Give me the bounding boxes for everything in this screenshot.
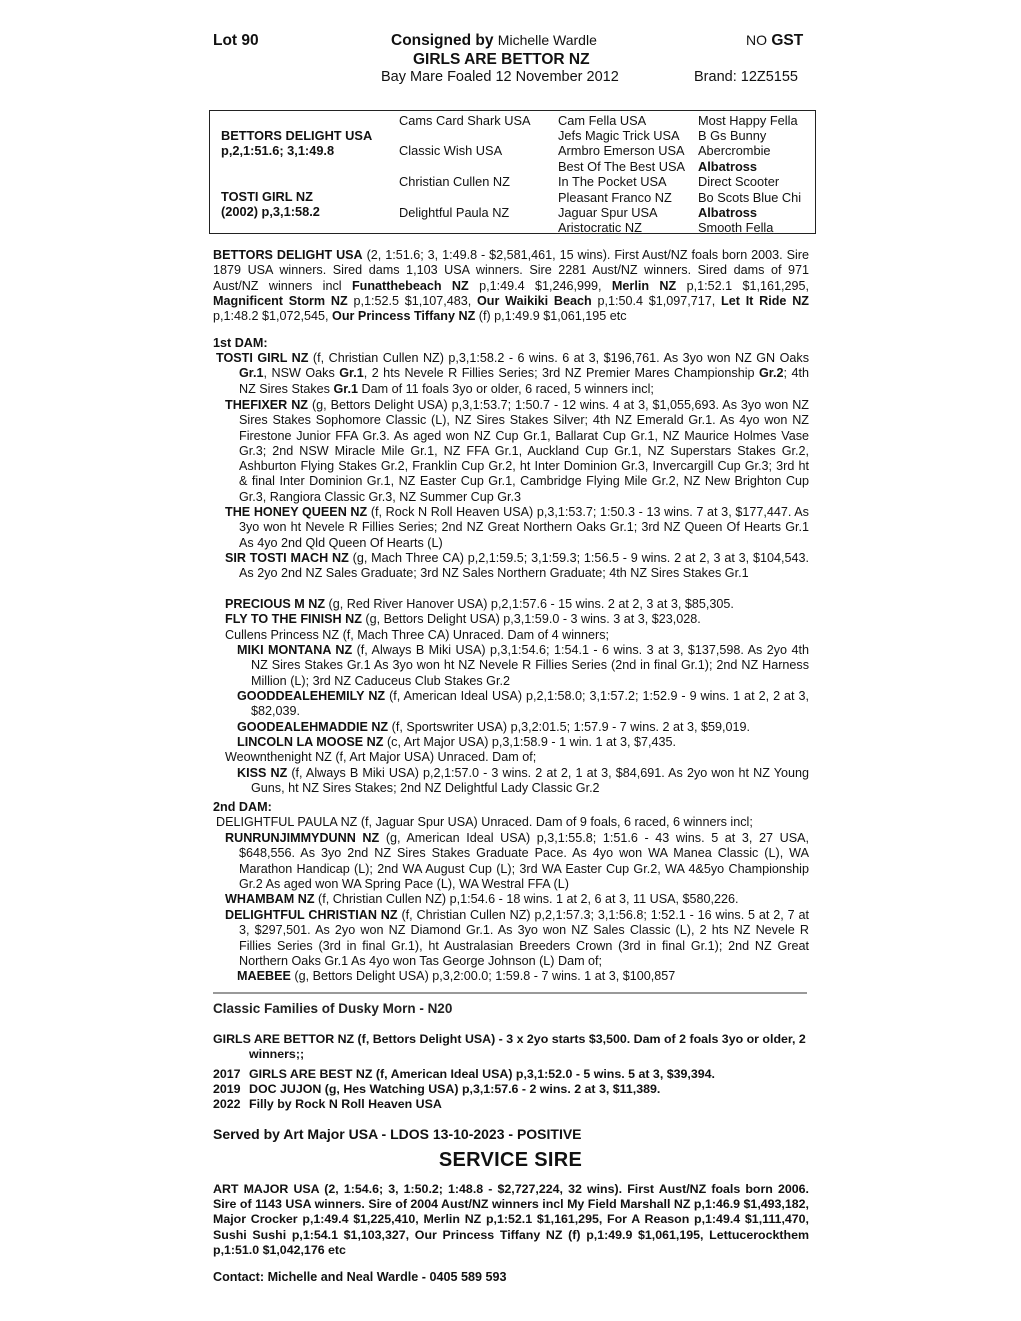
pedigree-sire: BETTORS DELIGHT USA [221, 128, 373, 143]
produce-year: 2022 [213, 1097, 241, 1112]
produce-text: GIRLS ARE BEST NZ (f, American Ideal USA) p,3,1:52.0 - 5 wins. 5 at 3, $39,394. [249, 1067, 715, 1081]
pedigree-gen2: Delightful Paula NZ [399, 205, 510, 220]
pedigree-dam: TOSTI GIRL NZ [221, 189, 313, 204]
contact-line: Contact: Michelle and Neal Wardle - 0405 589 593 [213, 1270, 507, 1284]
horse-name: GIRLS ARE BETTOR NZ [413, 51, 590, 68]
gst-label: GST [771, 32, 804, 49]
grand-progeny-entry: KISS NZ (f, Always B Miki USA) p,2,1:57.0 - 3 wins. 2 at 2, 1 at 3, $84,691. As 2yo won ht NZ Young Guns, ht NZ Sires Stakes; 2nd NZ Delightful Lady Classic Gr.2 [237, 766, 809, 796]
pedigree-gen4: Smooth Fella [698, 220, 774, 235]
grand-progeny-entry: MAEBEE (g, Bettors Delight USA) p,3,2:00.0; 1:59.8 - 7 wins. 1 at 3, $100,857 [237, 969, 676, 983]
consignor-name: Michelle Wardle [497, 32, 597, 48]
progeny-entry: PRECIOUS M NZ (g, Red River Hanover USA) p,2,1:57.6 - 15 wins. 2 at 2, 3 at 3, $85,305. [225, 597, 734, 611]
pedigree-gen4: B Gs Bunny [698, 128, 767, 143]
service-sire-summary: ART MAJOR USA (2, 1:54.6; 3, 1:50.2; 1:48.8 - $2,727,224, 32 wins). First Aust/NZ foals born 2006. Sire of 1143 USA winners. Sire of 2004 Aust/NZ winners incl My Field Marshall NZ p,1:46.9 $1,493,182, Major Crocker p,1:49.4 $1,225,410, Merlin NZ p,1:52.1 $1,161,295, For A Reason p,1:49.4 $1,111,470, Sushi Sushi p,1:54.1 $1,103,327, Our Princess Tiffany NZ (f) p,1:49.9 $1,061,195, Lettucerockthem p,1:51.0 $1,042,176 etc [213, 1182, 809, 1257]
pedigree-gen3: Pleasant Franco NZ [558, 190, 672, 205]
pedigree-gen4: Most Happy Fella [698, 113, 798, 128]
pedigree-gen3: Jefs Magic Trick USA [558, 128, 680, 143]
first-dam-label: 1st DAM: [213, 336, 268, 350]
pedigree-table [209, 110, 816, 234]
pedigree-gen2: Christian Cullen NZ [399, 174, 510, 189]
gst-no: NO [746, 32, 767, 48]
progeny-entry: WHAMBAM NZ (f, Christian Cullen NZ) p,1:54.6 - 18 wins. 1 at 2, 6 at 3, 11 USA, $580,226. [225, 892, 739, 906]
pedigree-gen3: In The Pocket USA [558, 174, 667, 189]
foaled-line: Bay Mare Foaled 12 November 2012 [381, 69, 619, 85]
section-divider [213, 992, 807, 994]
progeny-entry: SIR TOSTI MACH NZ (g, Mach Three CA) p,2,1:59.5; 3,1:59.3; 1:56.5 - 9 wins. 2 at 2, 3 at 3, $104,543. As 2yo 2nd NZ Sales Graduate; 3rd NZ Sales Northern Graduate; 4th NZ Sires Stakes Gr.1 [225, 551, 810, 581]
produce-year: 2019 [213, 1082, 241, 1097]
grand-progeny-entry: LINCOLN LA MOOSE NZ (c, Art Major USA) p,3,1:58.9 - 1 win. 1 at 3, $7,435. [237, 735, 677, 749]
pedigree-gen4: Albatross [698, 205, 758, 220]
served-by: Served by Art Major USA - LDOS 13-10-2023 - POSITIVE [213, 1126, 582, 1142]
service-sire-title: SERVICE SIRE [438, 1149, 583, 1171]
progeny-entry: FLY TO THE FINISH NZ (g, Bettors Delight USA) p,3,1:59.0 - 3 wins. 3 at 3, $23,028. [225, 612, 701, 626]
family-title: Classic Families of Dusky Morn - N20 [213, 1001, 453, 1016]
progeny-entry: THE HONEY QUEEN NZ (f, Rock N Roll Heaven USA) p,3,1:53.7; 1:50.3 - 13 wins. 7 at 3, $177,447. As 3yo won ht Nevele R Fillies Series; 2nd NZ Great Northern Oaks Gr.1; 3rd NZ Queen Of Hearts Gr.1 As 4yo 2nd Qld Queen Of Hearts (L) [225, 505, 809, 550]
produce-record [213, 1067, 715, 1113]
horse-summary: GIRLS ARE BETTOR NZ (f, Bettors Delight USA) - 3 x 2yo starts $3,500. Dam of 2 foals 3yo or older, 2 winners;; [213, 1032, 806, 1062]
pedigree-sire-record: p,2,1:51.6; 3,1:49.8 [221, 143, 335, 158]
pedigree-gen3: Cam Fella USA [558, 113, 647, 128]
weownthenight: Weownthenight NZ (f, Art Major USA) Unraced. Dam of; [225, 750, 537, 764]
pedigree-gen3: Jaguar Spur USA [558, 205, 658, 220]
produce-year: 2017 [213, 1067, 241, 1081]
second-dam-entry: DELIGHTFUL PAULA NZ (f, Jaguar Spur USA) Unraced. Dam of 9 foals, 6 raced, 6 winners incl; [216, 815, 753, 829]
second-dam-label: 2nd DAM: [213, 800, 272, 814]
gst-status [746, 32, 803, 50]
grand-progeny-entry: GOODDEALEHEMILY NZ (f, American Ideal USA) p,2,1:58.0; 3,1:57.2; 1:52.9 - 9 wins. 1 at 2, 2 at 3, $82,039. [237, 689, 809, 719]
progeny-entry: RUNRUNJIMMYDUNN NZ (g, American Ideal USA) p,3,1:55.8; 1:51.6 - 43 wins. 5 at 3, 27 USA, $648,556. As 3yo 2nd NZ Sires Stakes Graduate Pace. As 4yo won WA Manea Classic (L), WA Marathon Handicap (L); 2nd WA August Cup (L); 3rd WA Easter Cup Gr.2, WA 4&5yo Championship Gr.2 As aged won WA Spring Pace (L), WA Westral FFA (L) [225, 831, 809, 891]
grand-progeny-entry: GOODEALEHMADDIE NZ (f, Sportswriter USA) p,3,2:01.5; 1:57.9 - 7 wins. 2 at 3, $59,019. [237, 720, 751, 734]
produce-text: Filly by Rock N Roll Heaven USA [249, 1097, 442, 1112]
pedigree-gen3: Best Of The Best USA [558, 159, 686, 174]
grand-progeny-entry: MIKI MONTANA NZ (f, Always B Miki USA) p,3,1:54.6; 1:54.1 - 6 wins. 3 at 3, $137,598. As 2yo 4th NZ Sires Stakes Gr.1 As 3yo won ht NZ Nevele R Fillies Series (2nd in final Gr.1); 2nd NZ Harness Million (L); 3rd NZ Caduceus Club Stakes Gr.2 [237, 643, 809, 688]
pedigree-gen4: Bo Scots Blue Chi [698, 190, 802, 205]
pedigree-gen3: Aristocratic NZ [558, 220, 642, 235]
produce-text: DOC JUJON (g, Hes Watching USA) p,3,1:57.6 - 2 wins. 2 at 3, $11,389. [249, 1082, 661, 1097]
pedigree-gen4: Abercrombie [698, 143, 771, 158]
pedigree-gen2: Cams Card Shark USA [399, 113, 531, 128]
consigned-line [391, 32, 597, 50]
produce-row [213, 1067, 715, 1082]
pedigree-dam-record: (2002) p,3,1:58.2 [221, 204, 320, 219]
pedigree-gen4: Albatross [698, 159, 758, 174]
pedigree-gen4: Direct Scooter [698, 174, 780, 189]
produce-row [213, 1097, 715, 1112]
sire-summary: BETTORS DELIGHT USA (2, 1:51.6; 3, 1:49.8 - $2,581,461, 15 wins). First Aust/NZ foals born 2003. Sire 1879 USA winners. Sired dams 1,103 USA winners. Sire 2281 Aust/NZ winners. Sired dams of 971 Aust/NZ winners incl Funatthebeach NZ p,1:49.4 $1,246,999, Merlin NZ p,1:52.1 $1,161,295, Magnificent Storm NZ p,1:52.5 $1,107,483, Our Waikiki Beach p,1:50.4 $1,097,717, Let It Ride NZ p,1:48.2 $1,072,545, Our Princess Tiffany NZ (f) p,1:49.9 $1,061,195 etc [213, 248, 810, 324]
brand-line: Brand: 12Z5155 [694, 69, 798, 85]
pedigree-gen2: Classic Wish USA [399, 143, 503, 158]
lot-number: Lot 90 [213, 32, 259, 49]
first-dam-entry: TOSTI GIRL NZ (f, Christian Cullen NZ) p,3,1:58.2 - 6 wins. 6 at 3, $196,761. As 3yo won NZ GN Oaks Gr.1, NSW Oaks Gr.1, 2 hts Nevele R Fillies Series; 3rd NZ Premier Mares Championship Gr.2; 4th NZ Sires Stakes Gr.1 Dam of 11 foals 3yo or older, 6 raced, 5 winners incl; [216, 351, 809, 396]
produce-row [213, 1082, 715, 1097]
consigned-label: Consigned by [391, 32, 494, 49]
cullens-princess: Cullens Princess NZ (f, Mach Three CA) Unraced. Dam of 4 winners; [225, 628, 610, 642]
progeny-entry: THEFIXER NZ (g, Bettors Delight USA) p,3,1:53.7; 1:50.7 - 12 wins. 4 at 3, $1,055,693. As 3yo won NZ Sires Stakes Sophomore Classic (L), NZ Sires Stakes Silver; 4th NZ Emerald Gr.1. As 4yo won NZ Firestone Junior FFA Gr.3. As aged won NZ Cup Gr.1, Ballarat Cup Gr.1, NZ Maurice Holmes Vase Gr.3; 2nd NSW Miracle Mile Gr.1, NZ FFA Gr.1, Auckland Cup Gr.1, NZ Superstars Stakes Gr.2, Ashburton Flying Stakes Gr.2, Franklin Cup Gr.2, ht Inter Dominion Gr.3, Invercargill Cup Gr.3; 3rd ht & final Inter Dominion Gr.1, NZ Easter Cup Gr.1, Cambridge Flying Mile Gr.2, NZ New Brighton Cup Gr.3, Rangiora Classic Gr.3, NZ Summer Cup Gr.3 [225, 398, 809, 504]
pedigree-gen3: Armbro Emerson USA [558, 143, 685, 158]
progeny-entry: DELIGHTFUL CHRISTIAN NZ (f, Christian Cullen NZ) p,2,1:57.3; 3,1:56.8; 1:52.1 - 16 wins. 5 at 2, 7 at 3, $297,501. As 2yo won NZ Diamond Gr.1. As 3yo won NZ Sales Classic (L), 2 hts NZ Nevele R Fillies Series (3rd in final Gr.1), ht Australasian Breeders Crown (3rd in final Gr.1); 2nd NZ Great Northern Oaks Gr.1 As 4yo won Tas George Johnson (L) Dam of; [225, 908, 809, 968]
